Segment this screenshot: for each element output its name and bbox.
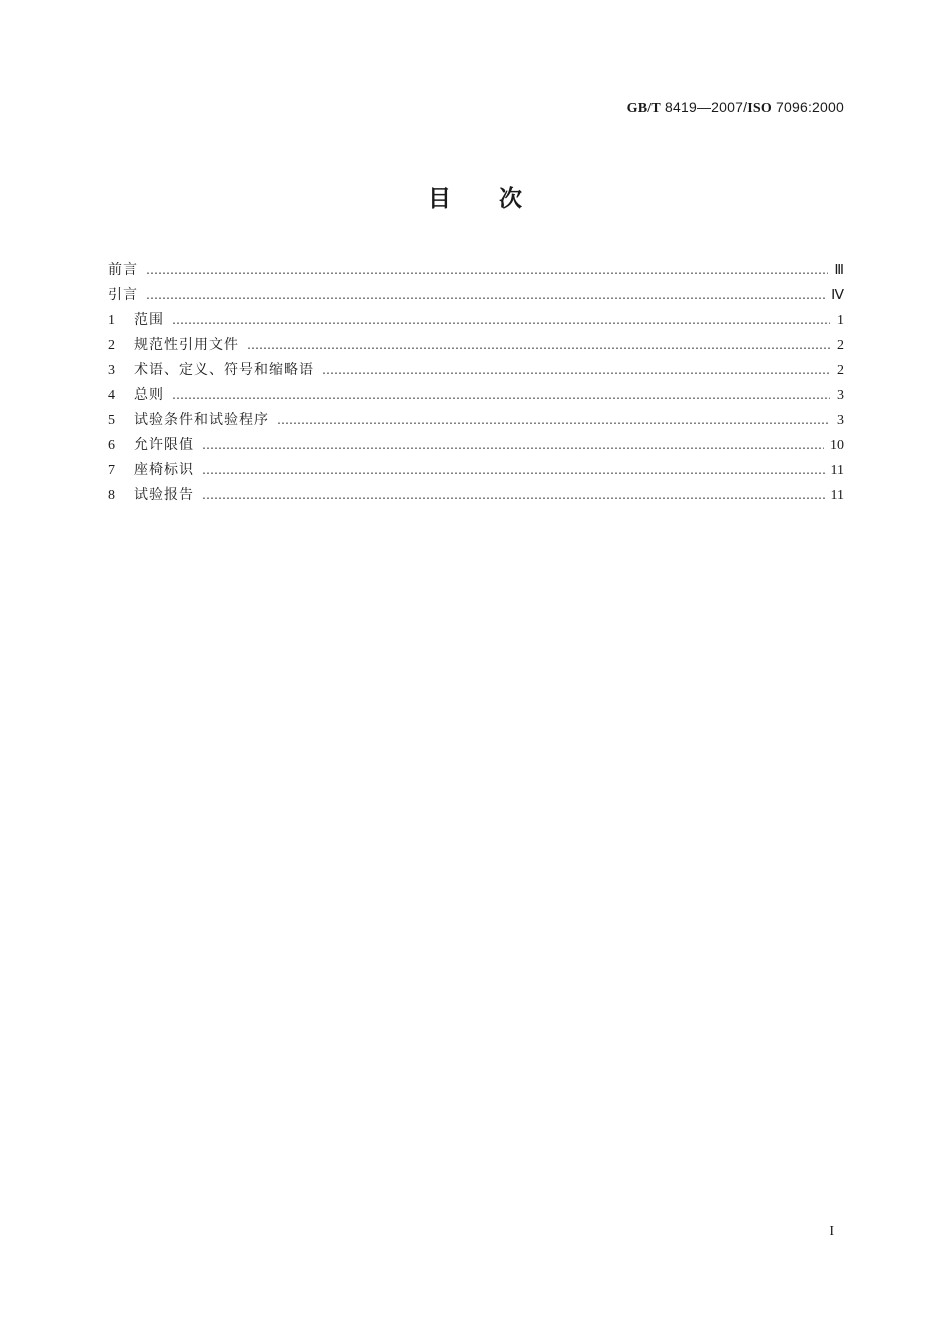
toc-item-page: 11 xyxy=(830,463,844,478)
toc-item[interactable] xyxy=(108,259,844,284)
toc-item[interactable] xyxy=(108,384,844,409)
toc-item-title: 允许限值 xyxy=(134,437,194,453)
toc-item-page: Ⅳ xyxy=(831,288,844,303)
toc-item[interactable] xyxy=(108,334,844,359)
toc-item[interactable] xyxy=(108,284,844,309)
toc-item-title: 引言 xyxy=(108,287,138,303)
document-code-number: 8419—2007/ xyxy=(660,99,748,115)
toc-item-number: 1 xyxy=(108,313,115,328)
table-of-contents xyxy=(108,259,844,509)
toc-leader-dots xyxy=(146,263,828,277)
toc-item-number: 6 xyxy=(108,438,115,453)
toc-item-number: 8 xyxy=(108,488,115,503)
toc-item[interactable] xyxy=(108,434,844,459)
toc-leader-dots xyxy=(172,388,830,402)
toc-leader-dots xyxy=(202,438,824,452)
toc-item-title: 总则 xyxy=(134,387,164,403)
toc-item-page: 11 xyxy=(830,488,844,503)
toc-item-number: 7 xyxy=(108,463,115,478)
toc-item[interactable] xyxy=(108,309,844,334)
toc-leader-dots xyxy=(202,488,825,502)
toc-leader-dots xyxy=(172,313,830,327)
toc-item[interactable] xyxy=(108,359,844,384)
toc-item[interactable] xyxy=(108,409,844,434)
toc-item-title: 规范性引用文件 xyxy=(134,337,239,353)
toc-item-title: 试验条件和试验程序 xyxy=(134,412,269,428)
document-code-iso-number: 7096:2000 xyxy=(771,99,844,115)
document-code-iso: ISO xyxy=(747,101,772,116)
toc-item[interactable] xyxy=(108,459,844,484)
document-code xyxy=(627,99,844,117)
toc-item-title: 试验报告 xyxy=(134,487,194,503)
toc-item-page: 2 xyxy=(837,338,844,353)
page-title: 目次 xyxy=(428,186,570,212)
toc-leader-dots xyxy=(247,338,830,352)
toc-item-title: 座椅标识 xyxy=(134,462,194,478)
toc-leader-dots xyxy=(277,413,830,427)
toc-item-page: 3 xyxy=(837,413,844,428)
toc-item-title: 术语、定义、符号和缩略语 xyxy=(134,362,314,378)
toc-leader-dots xyxy=(322,363,830,377)
toc-item-page: 2 xyxy=(837,363,844,378)
document-code-gbt: GB/T xyxy=(626,101,661,116)
toc-item-number: 3 xyxy=(108,363,115,378)
toc-item-page: 10 xyxy=(830,438,844,453)
toc-leader-dots xyxy=(202,463,825,477)
toc-leader-dots xyxy=(146,288,825,302)
toc-item-number: 5 xyxy=(108,413,115,428)
toc-item-number: 4 xyxy=(108,388,115,403)
toc-item-title: 范围 xyxy=(134,312,164,328)
page-number: I xyxy=(829,1224,834,1239)
toc-item[interactable] xyxy=(108,484,844,509)
toc-item-title: 前言 xyxy=(108,262,138,278)
toc-item-page: 3 xyxy=(837,388,844,403)
toc-item-number: 2 xyxy=(108,338,115,353)
toc-item-page: 1 xyxy=(837,313,844,328)
toc-item-page: Ⅲ xyxy=(834,263,844,278)
